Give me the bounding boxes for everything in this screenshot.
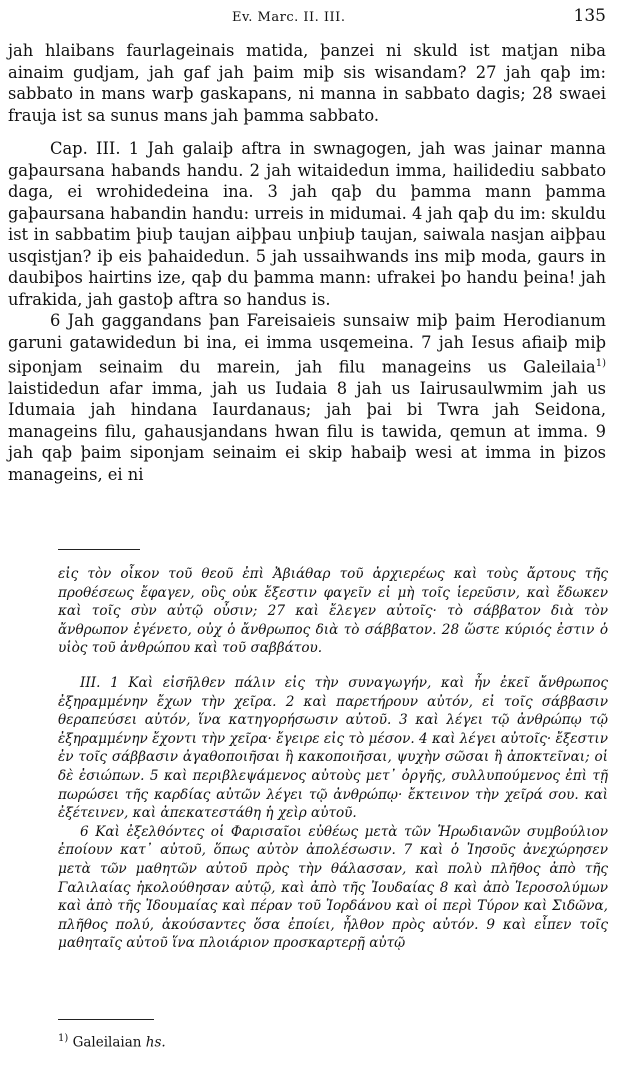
footnote-text: Galeilaian xyxy=(72,1034,142,1051)
footnote-mark: 1) xyxy=(58,1033,69,1044)
greek-paragraph-chapter-3: III. 1 Καὶ εἰσῆλθεν πάλιν εἰς τὴν συναγωγήν, καὶ ἦν ἐκεῖ ἄνθρωπος ἐξηραμμένην ἔχων τὴν χεῖρα. 2 καὶ παρετήρουν αὐτόν, εἰ τοῖς σάββασιν θεραπεύσει αὐτόν, ἵνα κατηγορήσωσιν αὐτοῦ. 3 καὶ λέγει τῷ ἀνθρώπῳ τῷ ἐξηραμμένην ἔχοντι τὴν χεῖρα· ἔγειρε εἰς τὸ μέσον. 4 καὶ λέγει αὐτοῖς· ἔξεστιν ἐν τοῖς σάββασιν ἀγαθοποιῆσαι ἢ κακοποιῆσαι, ψυχὴν σῶσαι ἢ ἀποκτεῖναι; οἱ δὲ ἐσιώπων. 5 καὶ περιβλεψάμενος αὐτοὺς μετ᾽ ὀργῆς, συλλυπούμενος ἐπὶ τῇ πωρώσει τῆς καρδίας αὐτῶν λέγει τῷ ἀνθρώπῳ· ἔκτεινον τὴν χεῖρά σου. καὶ ἐξέτεινεν, καὶ ἀπεκατεστάθη ἡ χεὶρ αὐτοῦ. xyxy=(58,674,608,822)
gothic-paragraph-3-part-a: 6 Jah gaggandans þan Fareisaieis sunsaiw miþ þaim Herodianum garuni gatawidedun bi ina, ei imma usqemeina. 7 jah Iesus afiaiþ miþ siponjam seinaim du marein, jah filu manageins us Galeilaia xyxy=(8,311,606,377)
gothic-paragraph-3-part-b: laistidedun afar imma, jah us Iudaia 8 jah us Iairusaulwmim jah us Idumaia jah hindana Iaurdanaus; jah þai bi Twra jah Seidona, manageins filu, gahausjandans hwan filu is tawida, qemun at imma. 9 jah qaþ þaim siponjam seinaim ei skip habaiþ wesi at imma in þizos manageins, ei ni xyxy=(8,378,606,484)
footnote-divider xyxy=(58,1019,154,1020)
page-header xyxy=(0,6,624,28)
footnote-reference: 1) xyxy=(595,358,606,369)
greek-paragraph-1: εἰς τὸν οἶκον τοῦ θεοῦ ἐπὶ Ἀβιάθαρ τοῦ ἀρχιερέως καὶ τοὺς ἄρτους τῆς προθέσεως ἔφαγεν, οὓς οὐκ ἔξεστιν φαγεῖν εἰ μὴ τοῖς ἱερεῦσιν, καὶ ἔδωκεν καὶ τοῖς σὺν αὐτῷ οὖσιν; 27 καὶ ἔλεγεν αὐτοῖς· τὸ σάββατον διὰ τὸν ἄνθρωπον ἐγένετο, οὐχ ὁ ἄνθρωπος διὰ τὸ σάββατον. 28 ὥστε κύριός ἐστιν ὁ υἱὸς τοῦ ἀνθρώπου καὶ τοῦ σαββάτου. xyxy=(58,566,608,657)
page-number: 135 xyxy=(573,6,606,26)
footnote xyxy=(58,1033,166,1051)
gothic-paragraph-3 xyxy=(8,310,606,485)
greek-text-block xyxy=(58,565,608,953)
gothic-paragraph-1: jah hlaibans faurlageinais matida, þanzei ni skuld ist matjan niba ainaim gudjam, jah gaf jah þaim miþ sis wisandam? 27 jah qaþ im: sabbato in mans warþ gaskapans, ni manna in sabbato dagis; 28 swaei frauja ist sa sunus mans jah þamma sabbato. xyxy=(8,41,606,125)
running-head: Ev. Marc. II. III. xyxy=(232,10,346,25)
gothic-text-block xyxy=(8,40,606,485)
gothic-paragraph-chapter-3: Cap. III. 1 Jah galaiþ aftra in swnagogen, jah was jainar manna gaþaursana habands handu. 2 jah witaidedun imma, hailidediu sabbato daga, ei wrohidedeina ina. 3 jah qaþ du þamma mann þamma gaþaursana habandin handu: urreis in midumai. 4 jah qaþ du im: skuldu ist in sabbatim þiuþ taujan aiþþau unþiuþ taujan, saiwala nasjan aiþþau usqistjan? iþ eis þahaidedun. 5 jah ussaihwands ins miþ moda, gaurs in daubiþos hairtins ize, qaþ du þamma mann: ufrakei þo handu þeina! jah ufrakida, jah gastoþ aftra so handus is. xyxy=(8,139,606,309)
footnote-source: hs. xyxy=(145,1034,166,1051)
section-divider xyxy=(58,549,140,550)
greek-paragraph-3: 6 Καὶ ἐξελθόντες οἱ Φαρισαῖοι εὐθέως μετὰ τῶν Ἡρωδιανῶν συμβούλιον ἐποίουν κατ᾽ αὐτοῦ, ὅπως αὐτὸν ἀπολέσωσιν. 7 καὶ ὁ Ἰησοῦς ἀνεχώρησεν μετὰ τῶν μαθητῶν αὐτοῦ πρὸς τὴν θάλασσαν, καὶ πολὺ πλῆθος ἀπὸ τῆς Γαλιλαίας ἠκολούθησαν αὐτῷ, καὶ ἀπὸ τῆς Ἰουδαίας 8 καὶ ἀπὸ Ἱεροσολύμων καὶ ἀπὸ τῆς Ἰδουμαίας καὶ πέραν τοῦ Ἰορδάνου καὶ οἱ περὶ Τύρον καὶ Σιδῶνα, πλῆθος πολύ, ἀκούσαντες ὅσα ἐποίει, ἦλθον πρὸς αὐτόν. 9 καὶ εἶπεν τοῖς μαθηταῖς αὐτοῦ ἵνα πλοιάριον προσκαρτερῇ αὐτῷ xyxy=(58,823,608,952)
